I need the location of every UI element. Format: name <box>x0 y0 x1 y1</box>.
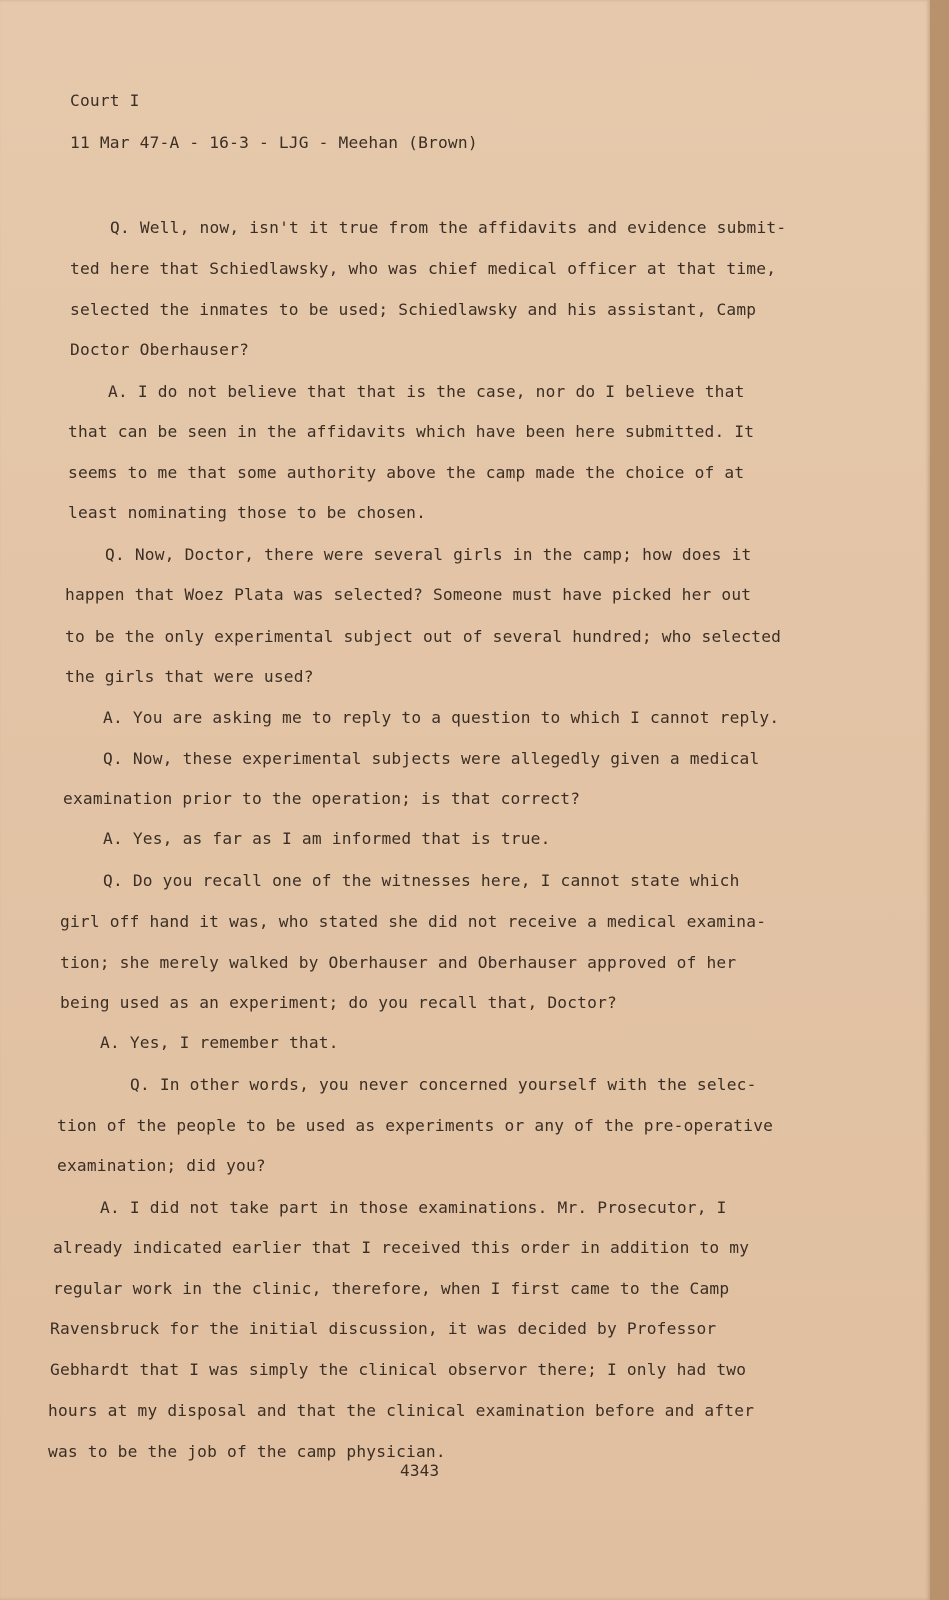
transcript-line: examination; did you? <box>57 1156 266 1175</box>
transcript-line: being used as an experiment; do you recall that, Doctor? <box>60 993 617 1012</box>
transcript-line: to be the only experimental subject out of several hundred; who selected <box>65 627 782 646</box>
transcript-line: was to be the job of the camp physician. <box>48 1442 446 1461</box>
transcript-line: Ravensbruck for the initial discussion, it was decided by Professor <box>50 1319 717 1338</box>
transcript-line: girl off hand it was, who stated she did not receive a medical examina- <box>60 912 767 931</box>
court-label: Court I <box>70 91 140 110</box>
transcript-line: already indicated earlier that I received this order in addition to my <box>53 1238 750 1257</box>
transcript-line: A. Yes, as far as I am informed that is true. <box>103 829 551 848</box>
transcript-line: examination prior to the operation; is that correct? <box>63 789 581 808</box>
session-line: 11 Mar 47-A - 16-3 - LJG - Meehan (Brown) <box>70 133 478 152</box>
transcript-line: least nominating those to be chosen. <box>68 503 427 522</box>
page-edge <box>930 0 949 1600</box>
transcript-line: Q. Now, Doctor, there were several girls in the camp; how does it <box>105 545 752 564</box>
transcript-line: regular work in the clinic, therefore, when I first came to the Camp <box>53 1279 730 1298</box>
transcript-line: that can be seen in the affidavits which have been here submitted. It <box>68 422 755 441</box>
transcript-line: A. I did not take part in those examinations. Mr. Prosecutor, I <box>100 1198 727 1217</box>
transcript-line: A. Yes, I remember that. <box>100 1033 339 1052</box>
transcript-line: Q. Now, these experimental subjects were allegedly given a medical <box>103 749 760 768</box>
transcript-line: Gebhardt that I was simply the clinical observor there; I only had two <box>50 1360 747 1379</box>
transcript-line: tion; she merely walked by Oberhauser and Oberhauser approved of her <box>60 953 737 972</box>
transcript-line: selected the inmates to be used; Schiedlawsky and his assistant, Camp <box>70 300 757 319</box>
transcript-line: Doctor Oberhauser? <box>70 340 250 359</box>
transcript-line: Q. In other words, you never concerned yourself with the selec- <box>130 1075 757 1094</box>
transcript-line: A. You are asking me to reply to a question to which I cannot reply. <box>103 708 780 727</box>
transcript-line: seems to me that some authority above the camp made the choice of at <box>68 463 745 482</box>
transcript-line: the girls that were used? <box>65 667 314 686</box>
transcript-line: happen that Woez Plata was selected? Someone must have picked her out <box>65 585 752 604</box>
transcript-line: hours at my disposal and that the clinical examination before and after <box>48 1401 755 1420</box>
transcript-line: ted here that Schiedlawsky, who was chief medical officer at that time, <box>70 259 777 278</box>
transcript-line: Q. Do you recall one of the witnesses here, I cannot state which <box>103 871 740 890</box>
transcript-line: A. I do not believe that that is the case, nor do I believe that <box>108 382 745 401</box>
transcript-line: Q. Well, now, isn't it true from the affidavits and evidence submit- <box>110 218 787 237</box>
page-number: 4343 <box>400 1461 440 1480</box>
transcript-line: tion of the people to be used as experiments or any of the pre-operative <box>57 1116 774 1135</box>
